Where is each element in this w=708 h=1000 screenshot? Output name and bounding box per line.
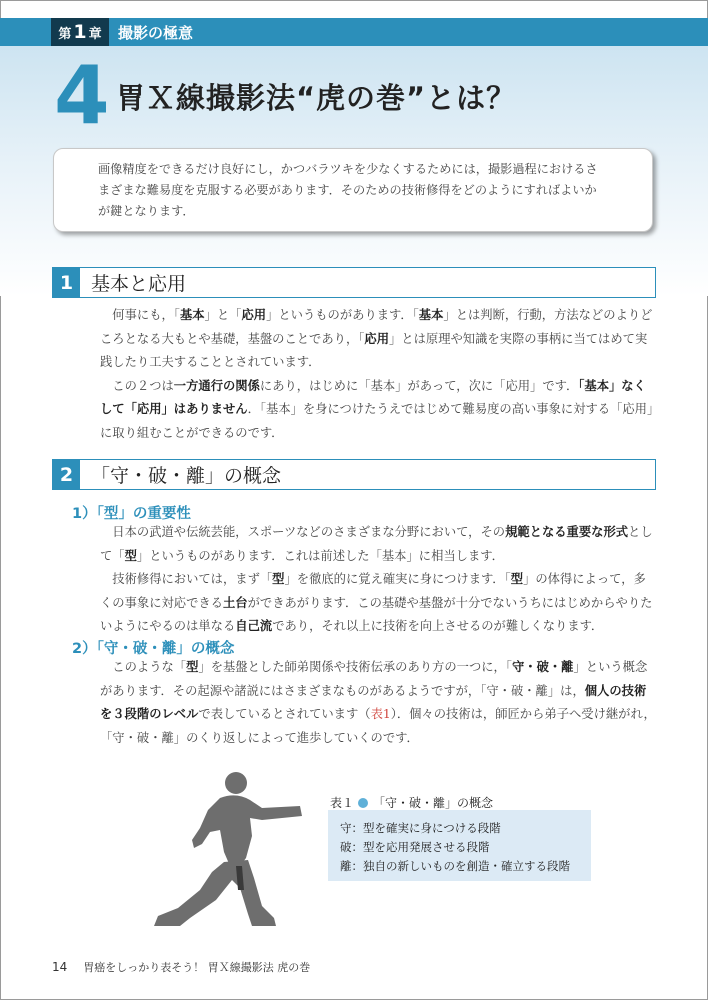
chapter-suffix: 章 (88, 26, 102, 42)
section-1-body (100, 304, 658, 445)
bullet-dot-icon (358, 798, 368, 808)
table-row: 守：型を確実に身につける段階 (340, 821, 501, 835)
table-row: 離：独自の新しいものを創造・確立する段階 (340, 859, 570, 873)
intro-line: まざまな難易度を克服する必要があります．そのための技術修得をどのようにすればよいか (98, 183, 597, 197)
page-footer (52, 959, 310, 975)
section-heading-basic-and-applied (52, 267, 656, 298)
chapter-prefix: 第 (58, 26, 72, 42)
paragraph: このような「型」を基盤とした師弟関係や技術伝承のあり方の一つに，「守・破・離」という概念があります．その起源や諸説にはさまざまなものがあるようですが，「守・破・離」は，個人の技術を３段階のレベルで表しているとされています（表1）．個々の技術は，師匠から弟子へ受け継がれ，「守・破・離」のくり返しによって進歩していくのです． (100, 660, 656, 745)
subsection-1-body (100, 521, 658, 639)
section-heading-text: 「守・破・離」の概念 (91, 465, 282, 487)
page-title: 胃Ｘ線撮影法“虎の巻”とは？ (116, 81, 517, 115)
subsection-2-body (100, 656, 658, 750)
subsection-heading: 1）「型」の重要性 (72, 506, 191, 522)
chapter-number: 1 (73, 21, 87, 43)
intro-box (53, 148, 653, 232)
section-number: 4 (54, 49, 110, 142)
section-heading-shuhari (52, 459, 656, 490)
table-caption-text: 「守・破・離」の概念 (373, 796, 494, 810)
section-heading-text: 基本と応用 (91, 273, 187, 295)
intro-line: 画像精度をできるだけ良好にし，かつバラツキを少なくするためには，撮影過程におけるさ (98, 162, 598, 176)
paragraph: この２つは一方通行の関係にあり，はじめに「基本」があって，次に「応用」です．「基本」なくして「応用」はありません．「基本」を身につけたうえではじめて難易度の高い事象に対する「応用」に取り組むことができるのです． (100, 378, 654, 440)
section-heading-number: 1 (53, 268, 80, 297)
karate-silhouette-icon (150, 768, 310, 928)
page-number: 14 (52, 960, 68, 974)
table-caption-label: 表１ (330, 796, 355, 810)
chapter-tag (51, 18, 109, 46)
section-heading-number: 2 (53, 460, 80, 489)
chapter-title: 撮影の極意 (118, 23, 194, 42)
table-reference-link: 表1 (370, 707, 391, 721)
paragraph: 技術修得においては，まず「型」を徹底的に覚え確実に身につけます．「型」の体得によって，多くの事象に対応できる土台ができあがります．この基礎や基盤が十分でないうちにはじめからやりたいようにやるのは単なる自己流であり，それ以上に技術を向上させるのが難しくなります． (100, 572, 653, 633)
intro-line: が鍵となります． (98, 204, 195, 218)
table-caption (330, 794, 493, 811)
book-title: 胃癌をしっかり表そう！ 胃Ｘ線撮影法 虎の巻 (83, 961, 311, 974)
shuhari-table (328, 810, 591, 881)
paragraph: 何事にも，「基本」と「応用」というものがあります．「基本」とは判断，行動，方法などのよりどころとなる大もとや基礎，基盤のことであり，「応用」とは原理や知識を実際の事柄に当てはめて実践したり工夫することとされています． (100, 308, 653, 369)
paragraph: 日本の武道や伝統芸能，スポーツなどのさまざまな分野において，その規範となる重要な形式として「型」というものがあります．これは前述した「基本」に相当します． (100, 525, 653, 563)
table-row: 破：型を応用発展させる段階 (340, 840, 490, 854)
subsection-heading: 2）「守・破・離」の概念 (72, 641, 235, 657)
